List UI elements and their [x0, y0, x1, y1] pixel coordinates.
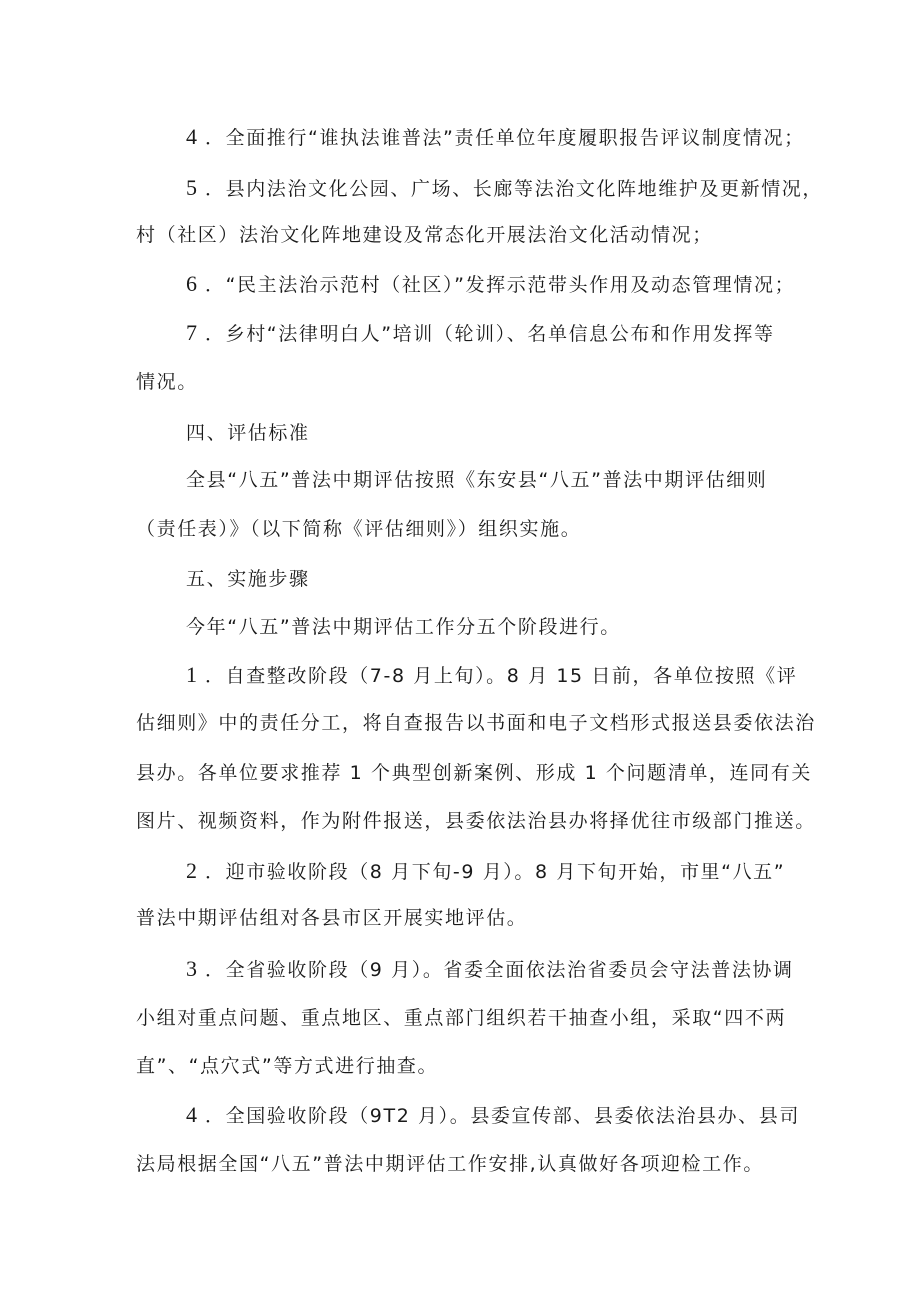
- step-1: [186, 662, 797, 689]
- item-number: 5: [186, 175, 197, 200]
- list-item-4: [186, 124, 805, 151]
- step-3-line: 小组对重点问题、重点地区、重点部门组织若干抽查小组，采取“四不两: [136, 1007, 787, 1029]
- step-text: ．迎市验收阶段（8 月下旬-9 月）。8 月下旬开始，市里“八五”: [205, 861, 786, 883]
- step-1-line: 图片、视频资料，作为附件报送，县委依法治县办将择优往市级部门推送。: [136, 810, 816, 832]
- step-3-line: 直”、“点穴式”等方式进行抽查。: [136, 1055, 439, 1077]
- list-item-5: [186, 175, 823, 202]
- section-heading-implementation-steps: 五、实施步骤: [186, 568, 310, 590]
- step-number: 2: [186, 858, 197, 883]
- step-4: [186, 1102, 800, 1129]
- step-2: [186, 858, 785, 885]
- item-text: ．县内法治文化公园、广场、长廊等法治文化阵地维护及更新情况，: [205, 178, 824, 200]
- list-item-5-continuation: 村（社区）法治文化阵地建设及常态化开展法治文化活动情况；: [136, 224, 713, 246]
- step-3: [186, 956, 794, 983]
- step-number: 4: [186, 1102, 197, 1127]
- item-text: ．“民主法治示范村（社区）”发挥示范带头作用及动态管理情况；: [205, 274, 796, 296]
- paragraph-line: 全县“八五”普法中期评估按照《东安县“八五”普法中期评估细则: [186, 469, 768, 491]
- item-text: ．全面推行“谁执法谁普法”责任单位年度履职报告评议制度情况；: [205, 127, 805, 149]
- item-number: 4: [186, 124, 197, 149]
- item-number: 6: [186, 271, 197, 296]
- step-number: 3: [186, 956, 197, 981]
- step-text: ．全国验收阶段（9T2 月）。县委宣传部、县委依法治县办、县司: [205, 1105, 800, 1127]
- list-item-7: [186, 320, 775, 347]
- step-1-line: 县办。各单位要求推荐 1 个典型创新案例、形成 1 个问题清单，连同有关: [136, 762, 812, 784]
- step-text: ．自查整改阶段（7-8 月上旬）。8 月 15 日前，各单位按照《评: [205, 665, 798, 687]
- section-heading-evaluation-standard: 四、评估标准: [186, 422, 310, 444]
- paragraph-line: （责任表）》（以下简称《评估细则》）组织实施。: [136, 518, 582, 540]
- paragraph-line: 今年“八五”普法中期评估工作分五个阶段进行。: [186, 616, 621, 638]
- list-item-6: [186, 271, 795, 298]
- step-text: ．全省验收阶段（9 月）。省委全面依法治省委员会守法普法协调: [205, 959, 794, 981]
- list-item-7-continuation: 情况。: [136, 371, 198, 393]
- step-1-line: 估细则》中的责任分工，将自查报告以书面和电子文档形式报送县委依法治: [136, 712, 816, 734]
- item-text: ．乡村“法律明白人”培训（轮训）、名单信息公布和作用发挥等: [205, 323, 775, 345]
- step-number: 1: [186, 662, 197, 687]
- step-2-line: 普法中期评估组对各县市区开展实地评估。: [136, 907, 528, 929]
- item-number: 7: [186, 320, 197, 345]
- step-4-line: 法局根据全国“八五”普法中期评估工作安排,认真做好各项迎检工作。: [136, 1153, 764, 1175]
